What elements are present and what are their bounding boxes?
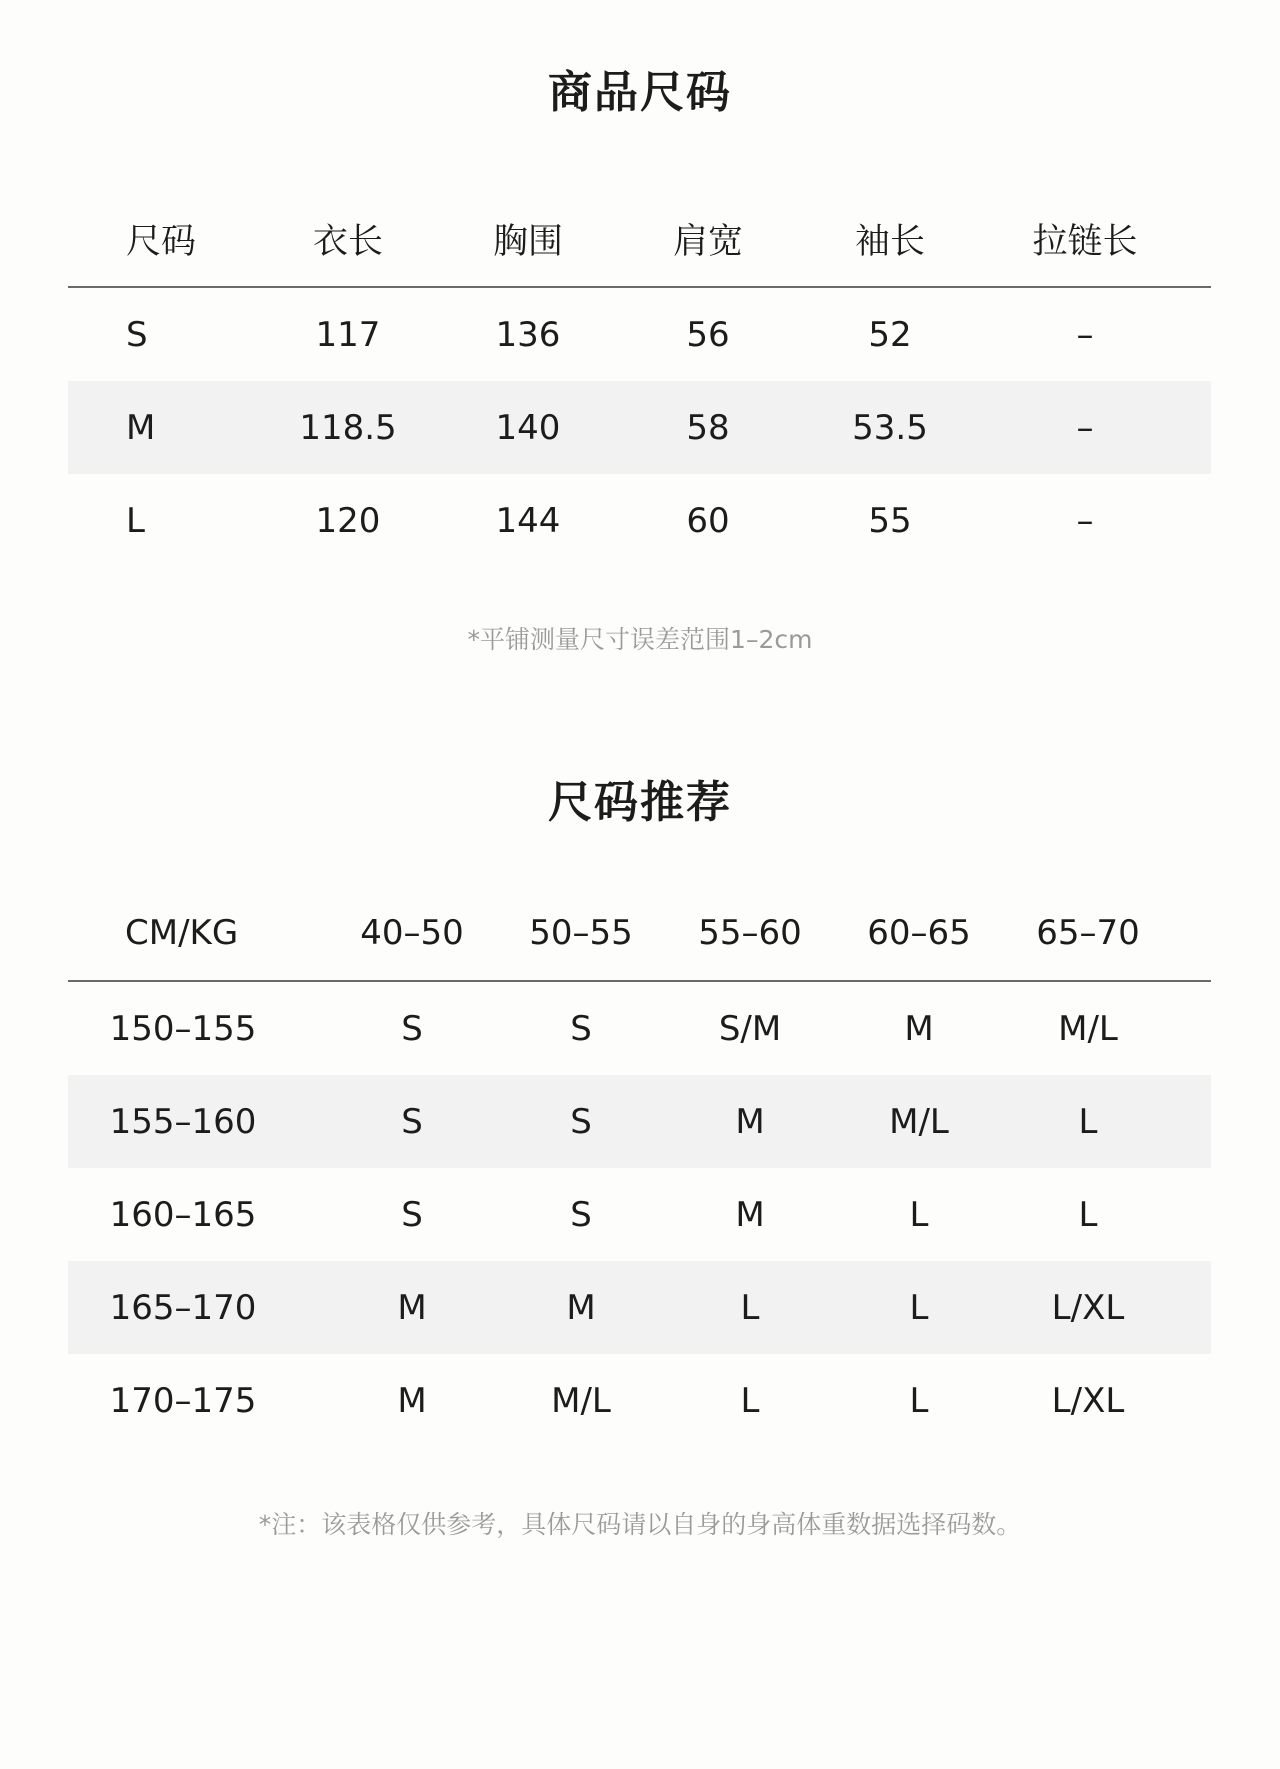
- header-height-weight: CM/KG: [125, 913, 239, 953]
- header-sleeve: 袖长: [854, 222, 925, 262]
- table-row: [68, 474, 1211, 567]
- size-cell: S: [401, 1101, 423, 1142]
- header-weight-range: 65–70: [1036, 913, 1140, 953]
- size-cell: M: [735, 1194, 765, 1235]
- header-shoulder: 肩宽: [672, 222, 743, 262]
- size-chart-title: 商品尺码: [548, 67, 732, 118]
- recommendation-table: [68, 880, 1211, 1447]
- size-cell: M: [126, 407, 156, 448]
- table-row: [68, 1354, 1211, 1447]
- size-cell: S/M: [718, 1008, 782, 1049]
- size-cell: M: [566, 1287, 596, 1328]
- size-cell: S: [570, 1101, 592, 1142]
- zipper-cell: –: [1076, 407, 1094, 448]
- size-cell: M: [397, 1380, 427, 1421]
- size-cell: S: [126, 314, 148, 355]
- size-cell: L: [740, 1287, 760, 1328]
- size-cell: L/XL: [1051, 1287, 1125, 1328]
- shoulder-cell: 58: [686, 407, 730, 448]
- header-zipper: 拉链长: [1032, 222, 1138, 262]
- measurement-note: *平铺测量尺寸误差范围1–2cm: [467, 625, 813, 654]
- zipper-cell: –: [1076, 500, 1094, 541]
- recommendation-title: 尺码推荐: [548, 777, 732, 828]
- zipper-cell: –: [1076, 314, 1094, 355]
- header-chest: 胸围: [492, 222, 563, 262]
- size-cell: L: [1078, 1101, 1098, 1142]
- height-cell: 150–155: [109, 1008, 257, 1049]
- shoulder-cell: 56: [686, 314, 730, 355]
- size-cell: L: [126, 500, 145, 541]
- size-cell: L/XL: [1051, 1380, 1125, 1421]
- header-weight-range: 50–55: [529, 913, 633, 953]
- height-cell: 160–165: [109, 1194, 257, 1235]
- header-weight-range: 40–50: [360, 913, 464, 953]
- header-size: 尺码: [126, 222, 197, 262]
- size-cell: L: [740, 1380, 760, 1421]
- chest-cell: 144: [495, 500, 561, 541]
- size-cell: S: [570, 1008, 592, 1049]
- size-chart-table: [68, 186, 1211, 567]
- height-cell: 165–170: [109, 1287, 257, 1328]
- size-cell: L: [909, 1194, 929, 1235]
- size-cell: L: [909, 1287, 929, 1328]
- header-weight-range: 55–60: [698, 913, 802, 953]
- table-row: [68, 381, 1211, 474]
- sleeve-cell: 55: [868, 500, 912, 541]
- header-weight-range: 60–65: [867, 913, 971, 953]
- length-cell: 118.5: [299, 407, 397, 448]
- table-row: [68, 1168, 1211, 1261]
- size-cell: S: [570, 1194, 592, 1235]
- size-cell: L: [1078, 1194, 1098, 1235]
- size-cell: L: [909, 1380, 929, 1421]
- table-row: [68, 982, 1211, 1075]
- sleeve-cell: 53.5: [852, 407, 928, 448]
- chest-cell: 140: [495, 407, 561, 448]
- recommendation-note: *注：该表格仅供参考，具体尺码请以自身的身高体重数据选择码数。: [258, 1510, 1022, 1539]
- height-cell: 170–175: [109, 1380, 257, 1421]
- table-row: [68, 1075, 1211, 1168]
- size-cell: M/L: [1058, 1008, 1118, 1049]
- size-cell: S: [401, 1008, 423, 1049]
- size-cell: M: [904, 1008, 934, 1049]
- shoulder-cell: 60: [686, 500, 730, 541]
- table-row: [68, 1261, 1211, 1354]
- size-chart-header-row: [68, 186, 1211, 288]
- size-cell: M: [735, 1101, 765, 1142]
- size-cell: M/L: [889, 1101, 949, 1142]
- length-cell: 117: [315, 314, 381, 355]
- table-row: [68, 288, 1211, 381]
- header-length: 衣长: [312, 222, 383, 262]
- chest-cell: 136: [495, 314, 561, 355]
- recommendation-header-row: [68, 880, 1211, 982]
- sleeve-cell: 52: [868, 314, 912, 355]
- size-cell: M: [397, 1287, 427, 1328]
- length-cell: 120: [315, 500, 381, 541]
- size-cell: M/L: [551, 1380, 611, 1421]
- height-cell: 155–160: [109, 1101, 257, 1142]
- size-cell: S: [401, 1194, 423, 1235]
